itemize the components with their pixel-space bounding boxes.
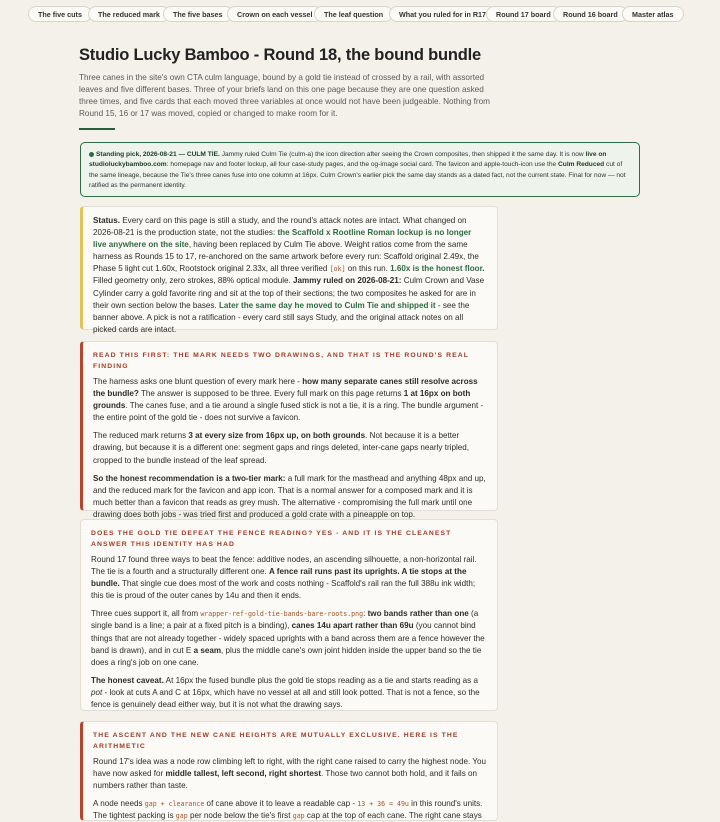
title-rule (79, 128, 115, 130)
status-ok-code: [ok] (329, 265, 346, 274)
banner-text: cut of the same lineage, because the Tie's three canes fuse into one column at 16px. Culm Crown's earlier pick the same day stands as a dated fact, not the current state. Final for now — not ratified as the permanent identity. (89, 161, 626, 189)
emphasis: So the honest recommendation is a two-tier mark: (93, 473, 286, 483)
text: Round 17 found three ways to beat the fence: additive nodes, an ascending silhouette, a non-horizontal rail. The tie is a fourth and a structurally different one. (91, 555, 477, 577)
text: a full mark for the masthead and anything 48px and up, and the reduced mark for the favicon and app icon. That is a normal answer for a composed mark and it is much better than a favicon that reads as grey mush. The alternative - compromising the full mark until one drawing does both jobs - was tried first and produced a gold crate with a pineapple on top. (93, 473, 486, 519)
text: (a single band is a line; a pair at a fixed pitch is a binding), (91, 609, 479, 631)
card-paragraph (93, 473, 487, 521)
inline-code: gap + clearance (144, 800, 205, 809)
top-navigation (0, 0, 720, 28)
filename-code: wrapper-ref-gold-tie-bands-bare-roots.png (200, 610, 364, 619)
text: . The canes fuse, and a tie around a single fused stick is not a tie, it is a ring. The bundle argument - the entire point of the gold tie - does not survive a favicon. (93, 401, 484, 423)
text: (you cannot bind things that are not already together - widely spaced uprights with a band across them are a fence however the band is drawn), and in cut E (91, 621, 485, 655)
text: in this round's units. The tightest packing is (93, 799, 483, 821)
banner-lead: Standing pick, 2026-08-21 — CULM TIE. (96, 151, 220, 158)
card-paragraph (93, 756, 487, 792)
card-paragraph (91, 675, 487, 711)
card-paragraph (93, 430, 487, 466)
status-card (80, 206, 498, 334)
text: of cane above it to leave a readable cap - (204, 799, 358, 809)
inline-code: gap (175, 812, 188, 821)
text: - look at cuts A and C at 16px, which have no vessel at all and still look potted. That is not a fence, so the fence is genuinely dead either way, but it is not what the drawing says. (91, 687, 480, 710)
text: The harness asks one blunt question of every mark here - (93, 377, 303, 386)
text: : (363, 609, 368, 619)
nav-pill-reduced-mark[interactable]: The reduced mark (88, 6, 170, 22)
status-text-part: , having been replaced by Culm Tie above. Weight ratios come from the same harness as Rounds 15 to 17, re-anchored on the same artwork before every run: Scaffold original 2.49x, the Phase 5 light cut 1.60x, Rootstock original 2.33x, all three verified (93, 240, 479, 274)
text: cap at the top of each cane. The right cane stays (304, 811, 482, 821)
status-text-part: Filled geometry only, zero strokes, 88% optical module. (93, 276, 294, 286)
text: . Those two cannot both hold, and it fails on numbers rather than taste. (93, 769, 478, 791)
nav-pill-five-bases[interactable]: The five bases (163, 6, 233, 22)
nav-pill-master-atlas[interactable]: Master atlas (622, 6, 684, 22)
nav-pill-crown-on-each-vessel[interactable]: Crown on each vessel (227, 6, 323, 22)
text: Round 17's idea was a node row climbing left to right, with the right cane raised to carry the highest node. You have now asked for (93, 757, 486, 779)
emphasis: A fence rail runs past its uprights. A tie stops at the bundle. (91, 567, 467, 589)
nav-pill-ruled-for-r17[interactable]: What you ruled for in R17 (389, 6, 496, 22)
card-paragraph (93, 798, 487, 822)
text: At 16px the fused bundle plus the gold tie stops reading as a tie and starts reading as a (163, 675, 478, 685)
ascent-arithmetic-card (80, 721, 498, 821)
status-dot-icon (89, 152, 94, 157)
inline-code: gap (292, 812, 305, 821)
status-highlight: 1.60x is the honest floor. (390, 264, 485, 274)
nav-pill-leaf-question[interactable]: The leaf question (314, 6, 393, 22)
emphasis: canes 14u apart rather than 69u (291, 621, 414, 631)
emphasis: a seam (193, 645, 222, 655)
read-this-first-card (80, 341, 498, 519)
nav-pill-round-16-board[interactable]: Round 16 board (553, 6, 628, 22)
card-paragraph (93, 376, 487, 424)
status-text-part: - see the banner above. A pick is not a ratification - every card still says Study, and the original attack notes on all picked cards are intact. (93, 300, 470, 334)
text: , plus the middle cane's own joint hidden inside the upper band so the tie does a ring's job on one cane. (91, 645, 482, 667)
status-label: Status. (93, 216, 120, 225)
status-text-part: Every card on this page is still a study, and the round's attack notes are intact. What changed on 2026-08-21 is the production state, not the studies: (93, 216, 467, 238)
text: That single cue does most of the work and costs nothing - Scaffold's rail ran the full 388u ink width; this tie is proud of the outer canes by 14u and then it ends. (91, 579, 476, 601)
nav-pill-five-cuts[interactable]: The five cuts (28, 6, 92, 22)
emphasis: how many separate canes still resolve across the bundle? (93, 377, 478, 399)
emphasis: 3 at every size from 16px up, on both grounds (188, 431, 366, 441)
emphasis: middle tallest, left second, right shortest (165, 769, 322, 779)
status-text (93, 215, 487, 336)
emphasis: two bands rather than one (367, 609, 469, 619)
inline-code: 13 + 36 = 49u (357, 800, 409, 809)
status-ruling: Jammy ruled on 2026-08-21: (293, 276, 402, 286)
card-kicker: DOES THE GOLD TIE DEFEAT THE FENCE READING? YES - AND IT IS THE CLEANEST ANSWER THIS IDENTITY HAS HAD (91, 530, 452, 548)
status-text-part: on this run. (345, 264, 391, 274)
card-paragraph (91, 554, 487, 602)
standing-pick-banner (80, 142, 640, 197)
text: Three cues support it, all from (91, 609, 201, 619)
page-title: Studio Lucky Bamboo - Round 18, the bound bundle (79, 46, 481, 64)
text: per node below the tie's first (187, 811, 293, 821)
gold-tie-fence-card (80, 519, 498, 711)
text: . Not because it is a better drawing, but because it is a different one: segment gaps and rings deleted, inter-cane gaps nearly tripled, cropped to the bundle instead of the leaf spread. (93, 431, 469, 465)
status-text-part: Culm Crown and Vase Cylinder carry a gold favorite ring and sit at the top of their sections; the two composites he asked for are in their own section below the bases. (93, 276, 485, 310)
emphasis: 1 at 16px on both grounds (93, 389, 471, 411)
text: The answer is supposed to be three. Every full mark on this page returns (138, 389, 404, 399)
banner-text: Jammy ruled Culm Tie (culm-a) the icon direction after seeing the Crown composites, then shipped it the same day. It is now (219, 151, 586, 158)
banner-live-link[interactable]: live on studioluckybamboo.com (89, 151, 607, 169)
text: A node needs (93, 799, 145, 809)
card-paragraph (91, 608, 487, 668)
card-kicker: READ THIS FIRST: THE MARK NEEDS TWO DRAWINGS, AND THAT IS THE ROUND'S REAL FINDING (93, 352, 469, 370)
text: The reduced mark returns (93, 431, 189, 441)
page-intro: Three canes in the site's own CTA culm language, bound by a gold tie instead of crossed by a rail, with assorted leaves and five different bases. Three of your briefs land on this one page because they are one question asked three times, and five cards that each moved three variables at once would not have been judgeable. Nothing from Round 15, 16 or 17 was moved, copied or changed to make room for it. (79, 73, 490, 118)
italic-text: pot (91, 687, 103, 697)
emphasis: The honest caveat. (91, 675, 164, 685)
status-highlight: the Scaffold x Rootline Roman lockup is no longer live anywhere on the site (93, 228, 472, 250)
banner-text: : homepage nav and footer lockup, all four case-study pages, and the og-image social card. The favicon and apple-touch-icon use the (166, 161, 559, 169)
nav-pill-round-17-board[interactable]: Round 17 board (486, 6, 561, 22)
banner-reduced-name: Culm Reduced (558, 161, 605, 169)
card-kicker: THE ASCENT AND THE NEW CANE HEIGHTS ARE MUTUALLY EXCLUSIVE. HERE IS THE ARITHMETIC (93, 732, 459, 750)
status-highlight: Later the same day he moved to Culm Tie and shipped it (218, 300, 436, 310)
